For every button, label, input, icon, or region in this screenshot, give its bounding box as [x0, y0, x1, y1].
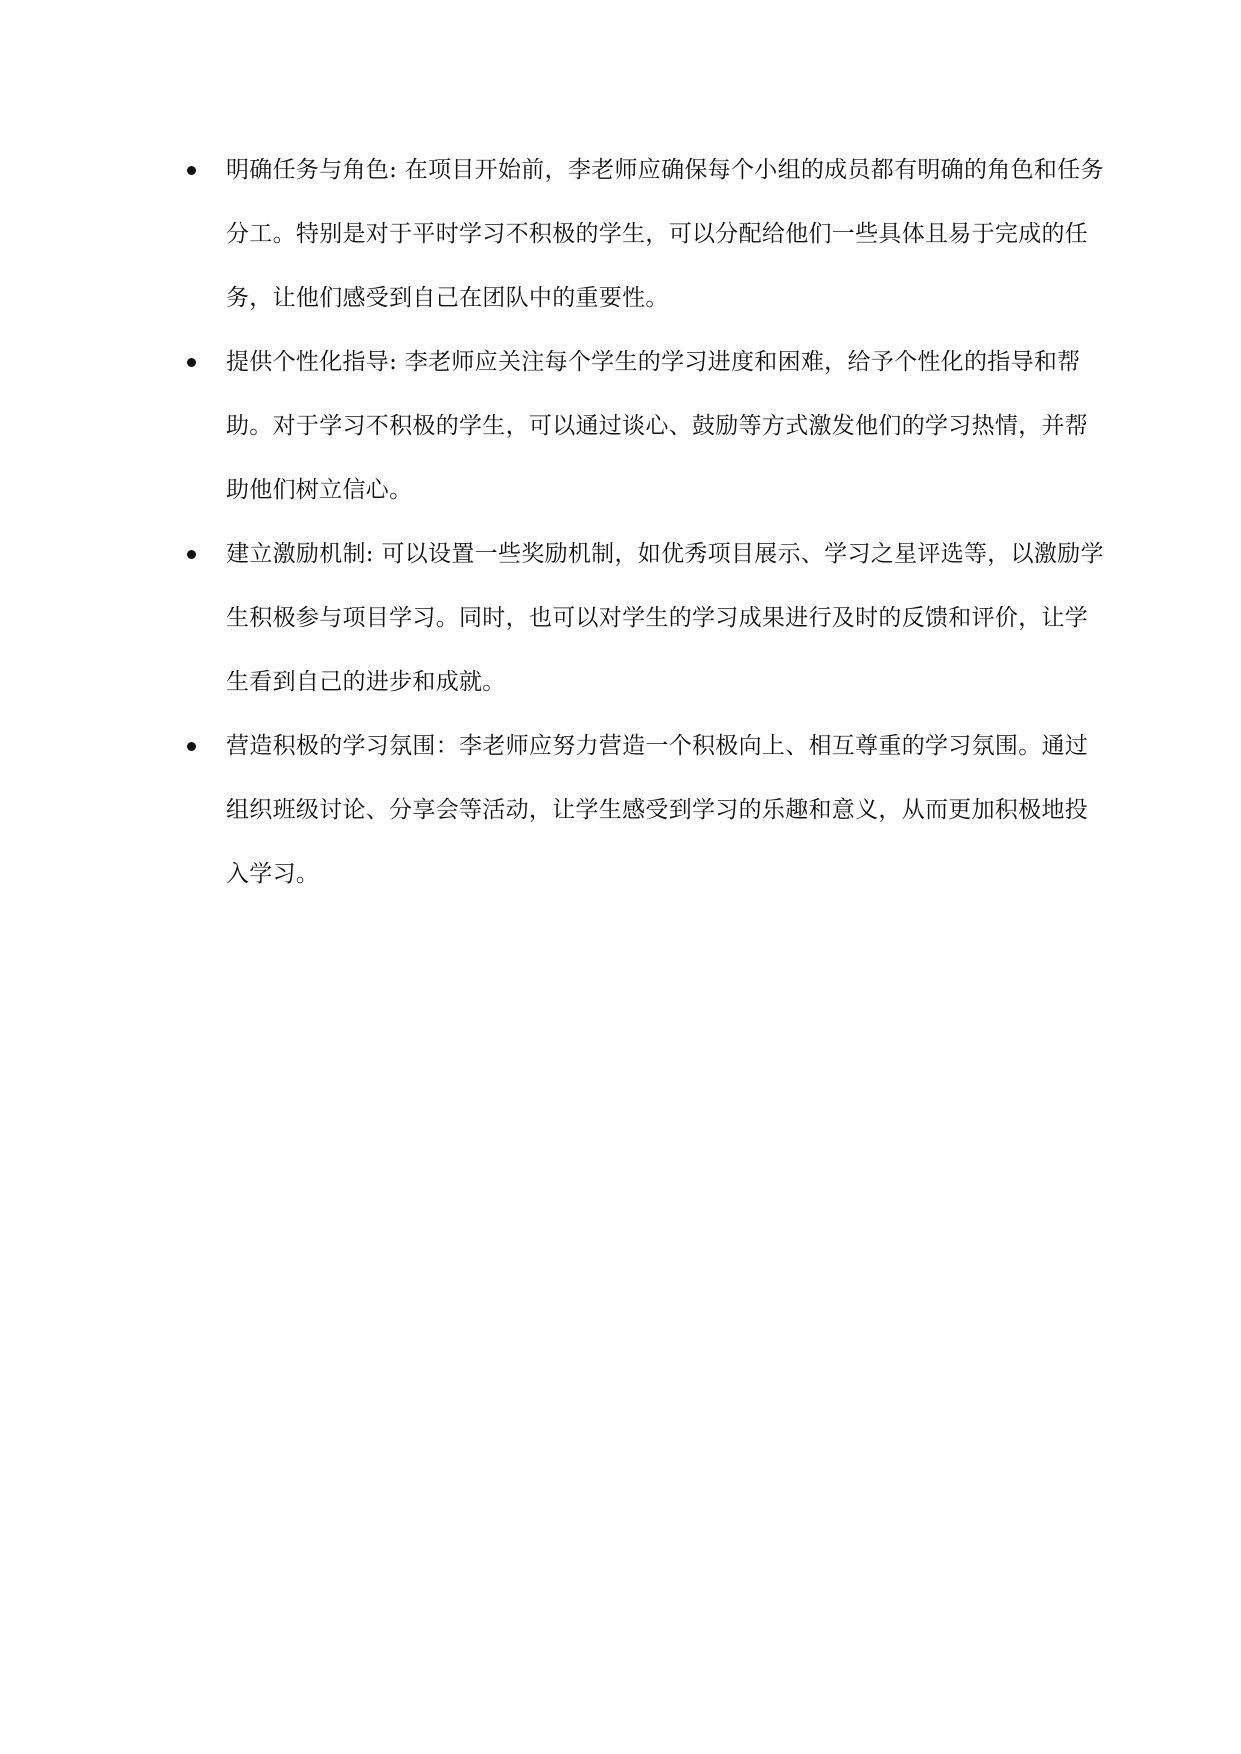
list-item-lead: 营造积极的学习氛围：	[226, 733, 459, 759]
bullet-list	[184, 138, 1104, 906]
list-item-body: 李老师应关注每个学生的学习进度和困难，给予个性化的指导和帮助。对于学习不积极的学生，可以通过谈心、鼓励等方式激发他们的学习热情，并帮助他们树立信心。	[226, 349, 1089, 503]
list-item	[184, 714, 1104, 906]
list-item-lead: 建立激励机制:	[226, 541, 374, 567]
bullet-icon	[187, 166, 196, 175]
list-item-body: 可以设置一些奖励机制，如优秀项目展示、学习之星评选等，以激励学生积极参与项目学习。同时，也可以对学生的学习成果进行及时的反馈和评价，让学生看到自己的进步和成就。	[226, 541, 1104, 695]
list-item	[184, 522, 1104, 714]
list-item-lead: 提供个性化指导:	[226, 349, 398, 375]
list-item-body: 在项目开始前，李老师应确保每个小组的成员都有明确的角色和任务分工。特别是对于平时学习不积极的学生，可以分配给他们一些具体且易于完成的任务，让他们感受到自己在团队中的重要性。	[226, 157, 1104, 311]
list-item-body: 李老师应努力营造一个积极向上、相互尊重的学习氛围。通过组织班级讨论、分享会等活动，让学生感受到学习的乐趣和意义，从而更加积极地投入学习。	[226, 733, 1089, 887]
bullet-icon	[187, 550, 196, 559]
bullet-icon	[187, 742, 196, 751]
list-item-text	[226, 330, 1104, 522]
list-item-text	[226, 714, 1104, 906]
list-item-text	[226, 522, 1104, 714]
list-item-text	[226, 138, 1104, 330]
list-item-lead: 明确任务与角色:	[226, 157, 398, 183]
list-item	[184, 138, 1104, 330]
bullet-icon	[187, 358, 196, 367]
list-item	[184, 330, 1104, 522]
